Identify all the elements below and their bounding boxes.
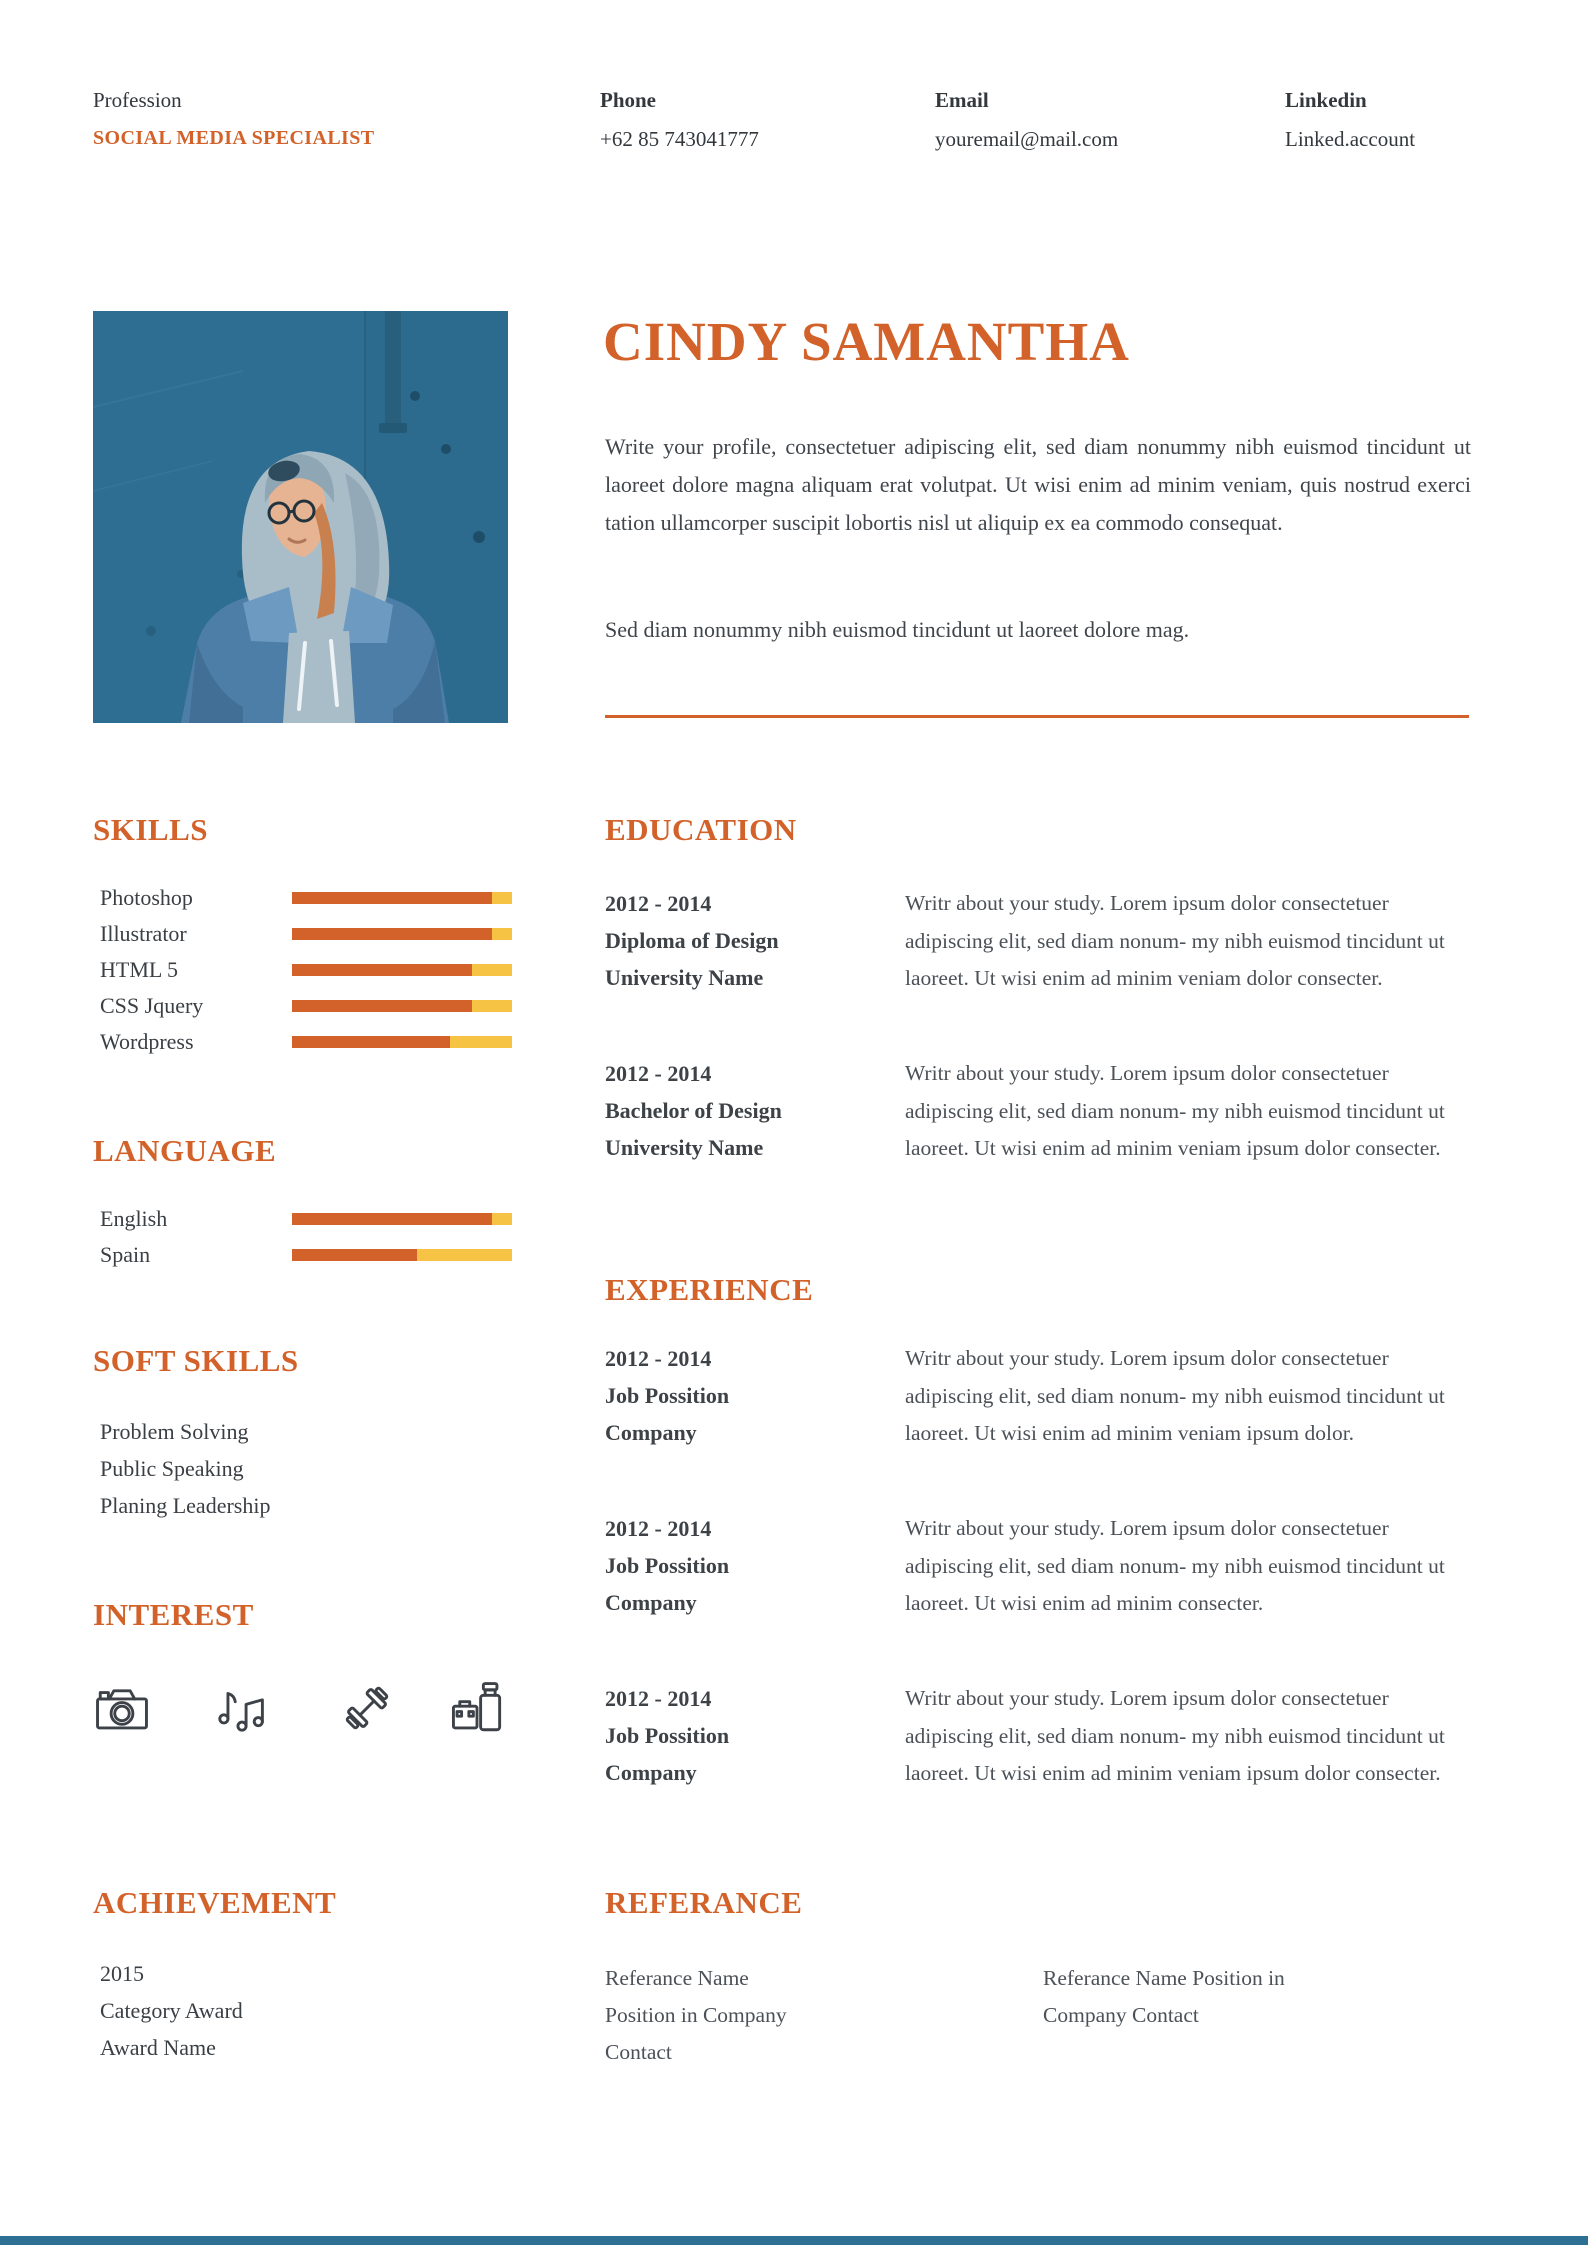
orange-divider bbox=[605, 715, 1469, 718]
profile-paragraph-1: Write your profile, consectetuer adipiscing elit, sed diam nonummy nibh euismod tincidunt ut laoreet dolore magna aliquam erat volutpat. Ut wisi enim ad minim veniam, quis nostrud exerci tation ullamcorper suscipit lobortis nisl ut aliquip ex ea commodo consequat. bbox=[605, 434, 1471, 535]
language-bar-fill bbox=[292, 1213, 492, 1225]
reference-position: Position in Company bbox=[605, 2003, 787, 2027]
person-name: CINDY SAMANTHA bbox=[603, 311, 1130, 372]
experience-period: 2012 - 2014 bbox=[605, 1516, 712, 1541]
skill-label: Illustrator bbox=[100, 921, 187, 946]
linkedin-label: Linkedin bbox=[1285, 88, 1367, 112]
experience-role: Job Possition bbox=[605, 1553, 730, 1578]
language-title: LANGUAGE bbox=[93, 1133, 277, 1168]
email-label: Email bbox=[935, 88, 989, 112]
profession-value: SOCIAL MEDIA SPECIALIST bbox=[93, 127, 375, 149]
achievement-title: ACHIEVEMENT bbox=[93, 1885, 337, 1920]
language-bar-fill bbox=[292, 1249, 417, 1261]
profile-photo-illustration bbox=[93, 311, 508, 723]
contact-email bbox=[935, 88, 1118, 152]
skill-label: Photoshop bbox=[100, 885, 193, 910]
skill-row bbox=[93, 952, 513, 988]
education-school: University Name bbox=[605, 965, 764, 990]
skill-row bbox=[93, 880, 513, 916]
skill-bar bbox=[292, 928, 512, 940]
education-title: EDUCATION bbox=[605, 812, 797, 847]
experience-description: Writr about your study. Lorem ipsum dolor consectetuer adipiscing elit, sed diam nonum- my nibh euismod tincidunt ut laoreet. Ut wisi enim ad minim veniam ipsum dolor. bbox=[905, 1346, 1445, 1445]
education-meta bbox=[605, 1055, 905, 1168]
phone-value: +62 85 743041777 bbox=[600, 127, 759, 151]
skill-bar bbox=[292, 892, 512, 904]
education-description: Writr about your study. Lorem ipsum dolor consectetuer adipiscing elit, sed diam nonum- my nibh euismod tincidunt ut laoreet. Ut wisi enim ad minim veniam dolor consecter. bbox=[905, 891, 1445, 990]
contact-linkedin bbox=[1285, 88, 1415, 152]
skill-bar-fill bbox=[292, 928, 492, 940]
experience-period: 2012 - 2014 bbox=[605, 1686, 712, 1711]
language-row bbox=[93, 1201, 513, 1237]
email-value: youremail@mail.com bbox=[935, 127, 1119, 151]
skill-bar bbox=[292, 1036, 512, 1048]
reference-title: REFERANCE bbox=[605, 1885, 803, 1920]
skill-bar bbox=[292, 964, 512, 976]
section-skills bbox=[93, 812, 513, 1060]
experience-entry bbox=[605, 1680, 1471, 1793]
section-soft-skills bbox=[93, 1343, 299, 1524]
education-description: Writr about your study. Lorem ipsum dolor consectetuer adipiscing elit, sed diam nonum- my nibh euismod tincidunt ut laoreet. Ut wisi enim ad minim veniam ipsum dolor consecter. bbox=[905, 1061, 1445, 1160]
section-achievement bbox=[93, 1885, 336, 2066]
experience-description: Writr about your study. Lorem ipsum dolor consectetuer adipiscing elit, sed diam nonum- my nibh euismod tincidunt ut laoreet. Ut wisi enim ad minim veniam ipsum dolor consecter. bbox=[905, 1686, 1445, 1785]
skill-bar-fill bbox=[292, 964, 472, 976]
experience-company: Company bbox=[605, 1760, 697, 1785]
achievement-item: Award Name bbox=[100, 2035, 216, 2060]
education-degree: Bachelor of Design bbox=[605, 1098, 782, 1123]
skills-title: SKILLS bbox=[93, 812, 209, 847]
experience-meta bbox=[605, 1340, 905, 1453]
experience-entry bbox=[605, 1340, 1471, 1453]
footer-accent-bar bbox=[0, 2236, 1588, 2245]
phone-label: Phone bbox=[600, 88, 657, 112]
travel-luggage-icon bbox=[448, 1679, 506, 1737]
skill-label: HTML 5 bbox=[100, 957, 179, 982]
experience-description: Writr about your study. Lorem ipsum dolor consectetuer adipiscing elit, sed diam nonum- my nibh euismod tincidunt ut laoreet. Ut wisi enim ad minim consecter. bbox=[905, 1516, 1445, 1615]
linkedin-value: Linked.account bbox=[1285, 127, 1416, 151]
skill-label: Wordpress bbox=[100, 1029, 194, 1054]
soft-skill-item: Planing Leadership bbox=[100, 1493, 271, 1518]
language-bar bbox=[292, 1213, 512, 1225]
experience-period: 2012 - 2014 bbox=[605, 1346, 712, 1371]
profile-photo bbox=[93, 311, 508, 723]
section-language bbox=[93, 1133, 513, 1273]
education-period: 2012 - 2014 bbox=[605, 1061, 712, 1086]
language-bar bbox=[292, 1249, 512, 1261]
experience-role: Job Possition bbox=[605, 1723, 730, 1748]
soft-skills-title: SOFT SKILLS bbox=[93, 1343, 299, 1378]
interest-title: INTEREST bbox=[93, 1597, 254, 1632]
skill-row bbox=[93, 916, 513, 952]
language-label: Spain bbox=[100, 1242, 151, 1267]
contact-phone bbox=[600, 88, 759, 152]
education-school: University Name bbox=[605, 1135, 764, 1160]
skill-bar-fill bbox=[292, 892, 492, 904]
education-meta bbox=[605, 885, 905, 998]
experience-meta bbox=[605, 1680, 905, 1793]
achievement-item: Category Award bbox=[100, 1998, 243, 2023]
skill-row bbox=[93, 1024, 513, 1060]
contact-profession bbox=[93, 88, 375, 150]
skill-label: CSS Jquery bbox=[100, 993, 204, 1018]
profile-paragraph-2: Sed diam nonummy nibh euismod tincidunt ut laoreet dolore mag. bbox=[605, 617, 1190, 642]
dumbbell-icon bbox=[338, 1679, 396, 1737]
education-degree: Diploma of Design bbox=[605, 928, 779, 953]
section-interest bbox=[93, 1597, 506, 1737]
experience-title: EXPERIENCE bbox=[605, 1272, 814, 1307]
experience-company: Company bbox=[605, 1420, 697, 1445]
experience-role: Job Possition bbox=[605, 1383, 730, 1408]
education-entry bbox=[605, 885, 1471, 998]
soft-skill-item: Public Speaking bbox=[100, 1456, 244, 1481]
achievement-item: 2015 bbox=[100, 1961, 144, 1986]
music-notes-icon bbox=[213, 1679, 271, 1737]
reference-name: Referance Name bbox=[605, 1966, 749, 1990]
experience-meta bbox=[605, 1510, 905, 1623]
language-label: English bbox=[100, 1206, 168, 1231]
profession-label: Profession bbox=[93, 88, 182, 112]
camera-icon bbox=[93, 1679, 151, 1737]
skill-bar-fill bbox=[292, 1000, 472, 1012]
experience-entry bbox=[605, 1510, 1471, 1623]
reference-contact: Contact bbox=[605, 2040, 672, 2064]
skill-bar-fill bbox=[292, 1036, 450, 1048]
education-entry bbox=[605, 1055, 1471, 1168]
language-row bbox=[93, 1237, 513, 1273]
experience-company: Company bbox=[605, 1590, 697, 1615]
skill-bar bbox=[292, 1000, 512, 1012]
reference-column-1 bbox=[605, 1960, 1005, 2071]
skill-row bbox=[93, 988, 513, 1024]
education-period: 2012 - 2014 bbox=[605, 891, 712, 916]
reference-column-2: Referance Name Position in Company Contact bbox=[1043, 1966, 1285, 2027]
soft-skill-item: Problem Solving bbox=[100, 1419, 249, 1444]
